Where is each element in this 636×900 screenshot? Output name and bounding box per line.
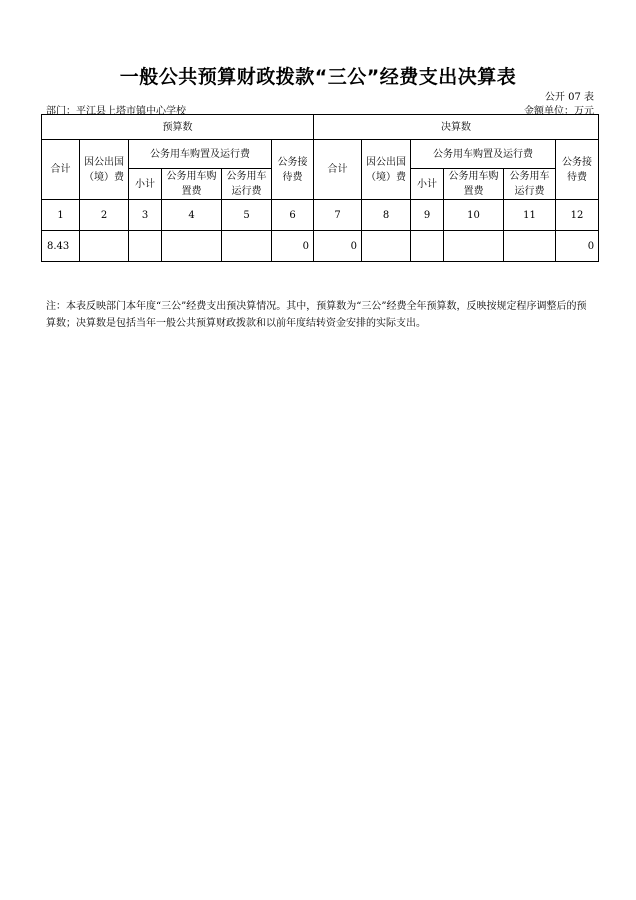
final-reception-header: 公务接待费 xyxy=(556,140,599,200)
data-cell xyxy=(162,231,222,262)
index-cell: 10 xyxy=(444,200,504,231)
budget-reception-header: 公务接待费 xyxy=(272,140,314,200)
data-cell xyxy=(362,231,411,262)
data-cell xyxy=(80,231,129,262)
data-cell: 0 xyxy=(272,231,314,262)
index-cell: 5 xyxy=(222,200,272,231)
index-cell: 11 xyxy=(504,200,556,231)
data-cell: 8.43 xyxy=(42,231,80,262)
budget-subtotal-header: 小计 xyxy=(129,169,162,200)
index-row xyxy=(42,200,599,231)
three-public-expenses-table xyxy=(41,114,599,262)
page-title: 一般公共预算财政拨款“三公”经费支出决算表 xyxy=(119,66,517,88)
header-row-1 xyxy=(42,115,599,140)
index-cell: 9 xyxy=(411,200,444,231)
index-cell: 7 xyxy=(314,200,362,231)
unit-label: 金额单位：万元 xyxy=(524,106,594,117)
index-cell: 1 xyxy=(42,200,80,231)
budget-vehicle-group-header: 公务用车购置及运行费 xyxy=(129,140,272,169)
index-cell: 2 xyxy=(80,200,129,231)
budget-operation-header: 公务用车运行费 xyxy=(222,169,272,200)
budget-purchase-header: 公务用车购置费 xyxy=(162,169,222,200)
form-number: 公开 07 表 xyxy=(544,92,594,103)
index-cell: 12 xyxy=(556,200,599,231)
budget-abroad-header: 因公出国（境）费 xyxy=(80,140,129,200)
data-cell: 0 xyxy=(314,231,362,262)
budget-total-header: 合计 xyxy=(42,140,80,200)
data-cell xyxy=(129,231,162,262)
index-cell: 8 xyxy=(362,200,411,231)
final-vehicle-group-header: 公务用车购置及运行费 xyxy=(411,140,556,169)
data-cell xyxy=(504,231,556,262)
final-purchase-header: 公务用车购置费 xyxy=(444,169,504,200)
data-cell xyxy=(222,231,272,262)
index-cell: 4 xyxy=(162,200,222,231)
department-label: 部门：平江县上塔市镇中心学校 xyxy=(46,106,186,117)
data-cell xyxy=(444,231,504,262)
data-cell: 0 xyxy=(556,231,599,262)
index-cell: 3 xyxy=(129,200,162,231)
final-header: 决算数 xyxy=(314,115,599,140)
data-row xyxy=(42,231,599,262)
final-subtotal-header: 小计 xyxy=(411,169,444,200)
final-operation-header: 公务用车运行费 xyxy=(504,169,556,200)
data-cell xyxy=(411,231,444,262)
final-total-header: 合计 xyxy=(314,140,362,200)
budget-header: 预算数 xyxy=(42,115,314,140)
footnote: 注：本表反映部门本年度“三公”经费支出预决算情况。其中，预算数为“三公”经费全年预算数，反映按规定程序调整后的预算数；决算数是包括当年一般公共预算财政拨款和以前年度结转资金安排的实际支出。 xyxy=(46,301,587,329)
header-row-2 xyxy=(42,140,599,169)
index-cell: 6 xyxy=(272,200,314,231)
final-abroad-header: 因公出国（境）费 xyxy=(362,140,411,200)
